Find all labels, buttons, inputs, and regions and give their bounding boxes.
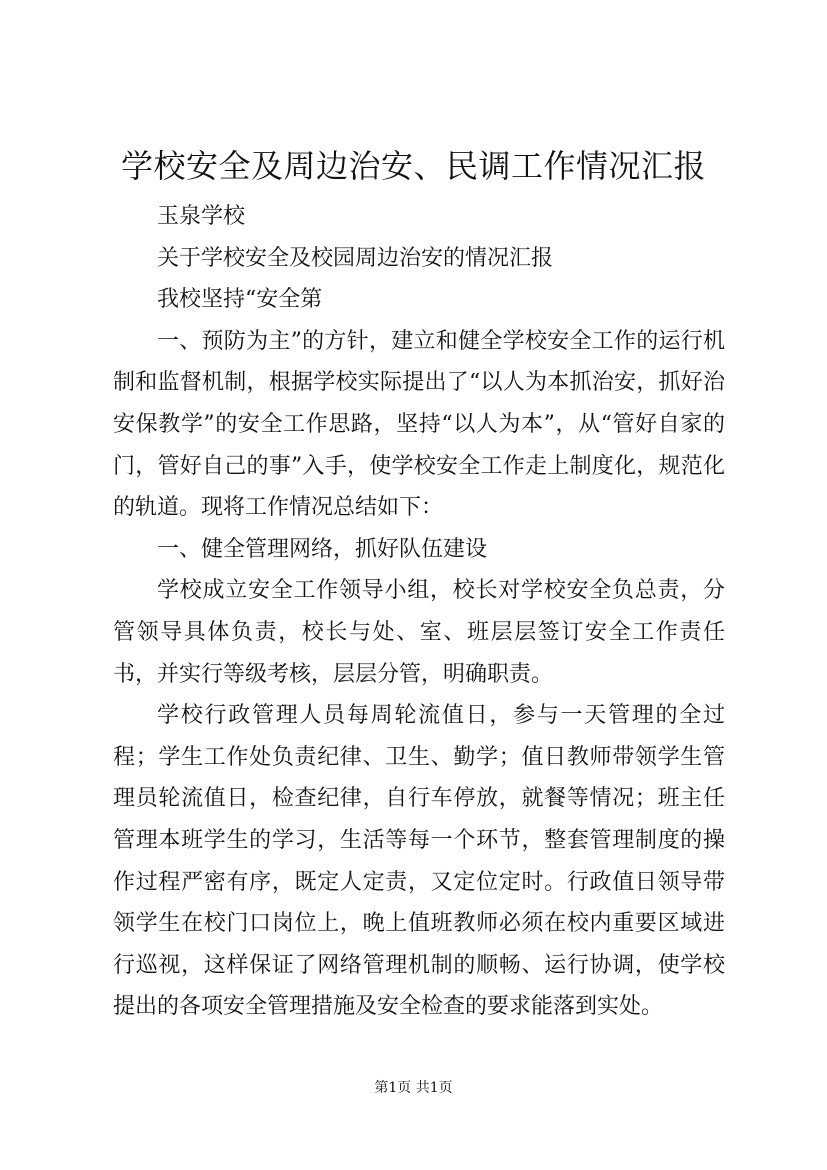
report-subtitle: 关于学校安全及校园周边治安的情况汇报 bbox=[157, 245, 554, 271]
body-paragraph-2: 学校行政管理人员每周轮流值日，参与一天管理的全过程；学生工作处负责纪律、卫生、勤学；值日教师带领学生管理员轮流值日，检查纪律，自行车停放，就餐等情况；班主任管理本班学生的学习，生活等每一个环节，整套管理制度的操作过程严密有序，既定人定责，又定位定时。行政值日领导带领学生在校门口岗位上，晚上值班教师必须在校内重要区域进行巡视，这样保证了网络管理机制的顺畅、运行协调，使学校提出的各项安全管理措施及安全检查的要求能落到实处。 bbox=[113, 703, 725, 1020]
intro-paragraph-2: 一、预防为主”的方针，建立和健全学校安全工作的运行机制和监督机制，根据学校实际提出了“以人为本抓治安，抓好治安保教学”的安全工作思路，坚持“以人为本”，从“管好自家的门，管好自己的事”入手，使学校安全工作走上制度化，规范化的轨道。现将工作情况总结如下： bbox=[113, 328, 725, 521]
page-footer: 第1页 共1页 bbox=[374, 1080, 453, 1096]
school-name: 玉泉学校 bbox=[157, 204, 246, 229]
document-title: 学校安全及周边治安、民调工作情况汇报 bbox=[120, 147, 706, 185]
section-heading-1: 一、健全管理网络，抓好队伍建设 bbox=[157, 536, 488, 562]
intro-paragraph-1: 我校坚持“安全第 bbox=[157, 287, 323, 313]
body-paragraph-1: 学校成立安全工作领导小组，校长对学校安全负总责，分管领导具体负责，校长与处、室、班层层签订安全工作责任书，并实行等级考核，层层分管，明确职责。 bbox=[113, 578, 725, 687]
document-body bbox=[113, 196, 725, 1028]
